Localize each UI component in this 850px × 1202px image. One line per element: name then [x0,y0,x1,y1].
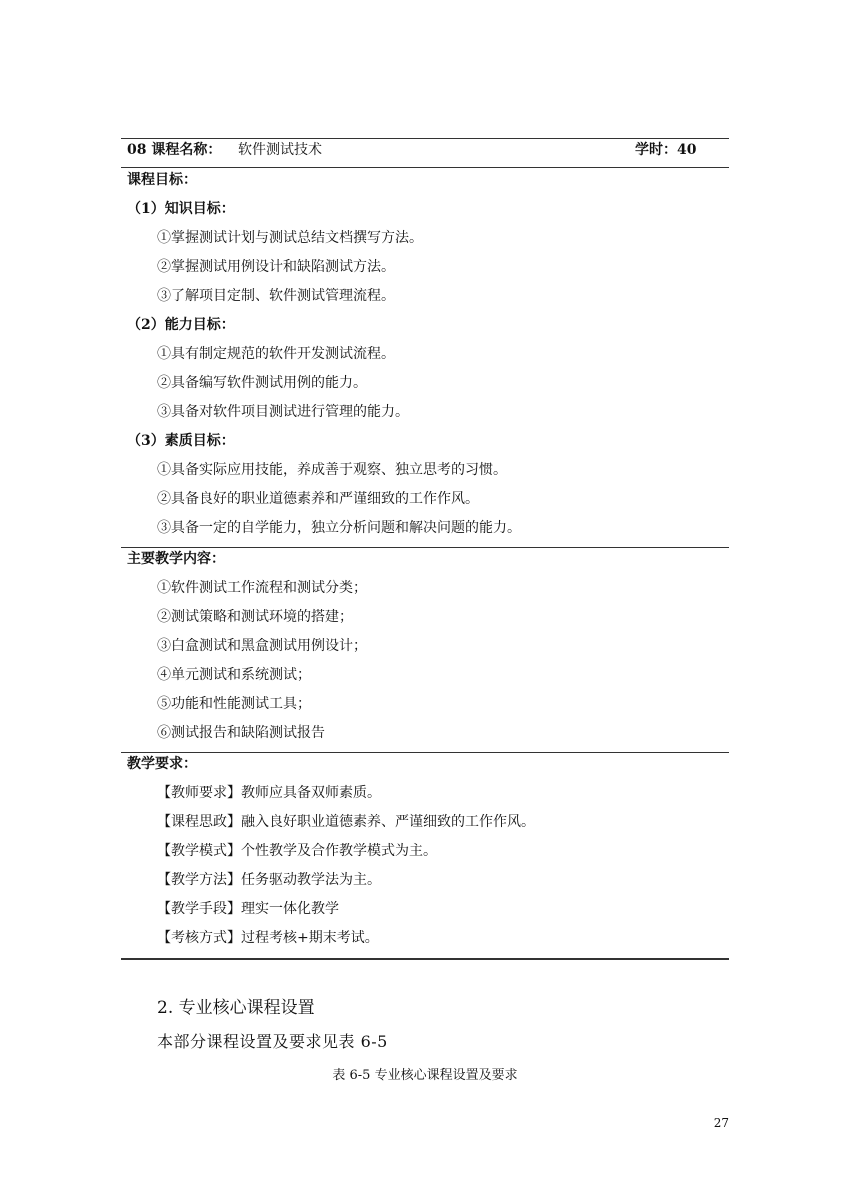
objectives-heading: 课程目标： [127,172,197,188]
list-item: 【教学方法】任务驱动教学法为主。 [157,872,381,888]
list-item: ⑤功能和性能测试工具； [157,696,311,712]
list-item: 【考核方式】过程考核+期末考试。 [157,930,379,946]
course-number-label: 08 课程名称： [127,142,222,158]
list-item: ①具有制定规范的软件开发测试流程。 [157,346,395,362]
table-bottom-rule [121,958,729,960]
list-item: ②测试策略和测试环境的搭建； [157,609,353,625]
page-number: 27 [713,1116,729,1130]
content-heading: 主要教学内容： [127,551,225,567]
list-item: ③了解项目定制、软件测试管理流程。 [157,288,395,304]
table-caption: 表 6-5 专业核心课程设置及要求 [332,1068,518,1083]
list-item: ①具备实际应用技能，养成善于观察、独立思考的习惯。 [157,462,507,478]
list-item: ①掌握测试计划与测试总结文档撰写方法。 [157,230,423,246]
list-item: ②掌握测试用例设计和缺陷测试方法。 [157,259,395,275]
section-paragraph: 本部分课程设置及要求见表 6-5 [157,1032,388,1051]
list-item: ②具备良好的职业道德素养和严谨细致的工作作风。 [157,491,479,507]
list-item: ③具备对软件项目测试进行管理的能力。 [157,404,409,420]
section-title: 2. 专业核心课程设置 [157,998,315,1018]
requirements-heading: 教学要求： [127,756,197,772]
knowledge-heading: （1）知识目标： [127,201,235,217]
list-item: ⑥测试报告和缺陷测试报告 [157,725,325,741]
list-item: 【教师要求】教师应具备双师素质。 [157,785,381,801]
list-item: 【教学手段】理实一体化教学 [157,901,339,917]
course-hours: 学时：40 [635,142,697,158]
row-divider [121,547,729,548]
list-item: 【教学模式】个性教学及合作教学模式为主。 [157,843,437,859]
row-divider [121,752,729,753]
list-item: ②具备编写软件测试用例的能力。 [157,375,367,391]
list-item: 【课程思政】融入良好职业道德素养、严谨细致的工作作风。 [157,814,535,830]
ability-heading: （2）能力目标： [127,317,235,333]
list-item: ④单元测试和系统测试； [157,667,311,683]
list-item: ③白盒测试和黑盒测试用例设计； [157,638,367,654]
table-top-rule [121,138,729,139]
course-name: 软件测试技术 [238,142,322,158]
list-item: ①软件测试工作流程和测试分类； [157,580,367,596]
row-divider [121,167,729,168]
quality-heading: （3）素质目标： [127,433,235,449]
list-item: ③具备一定的自学能力，独立分析问题和解决问题的能力。 [157,520,521,536]
